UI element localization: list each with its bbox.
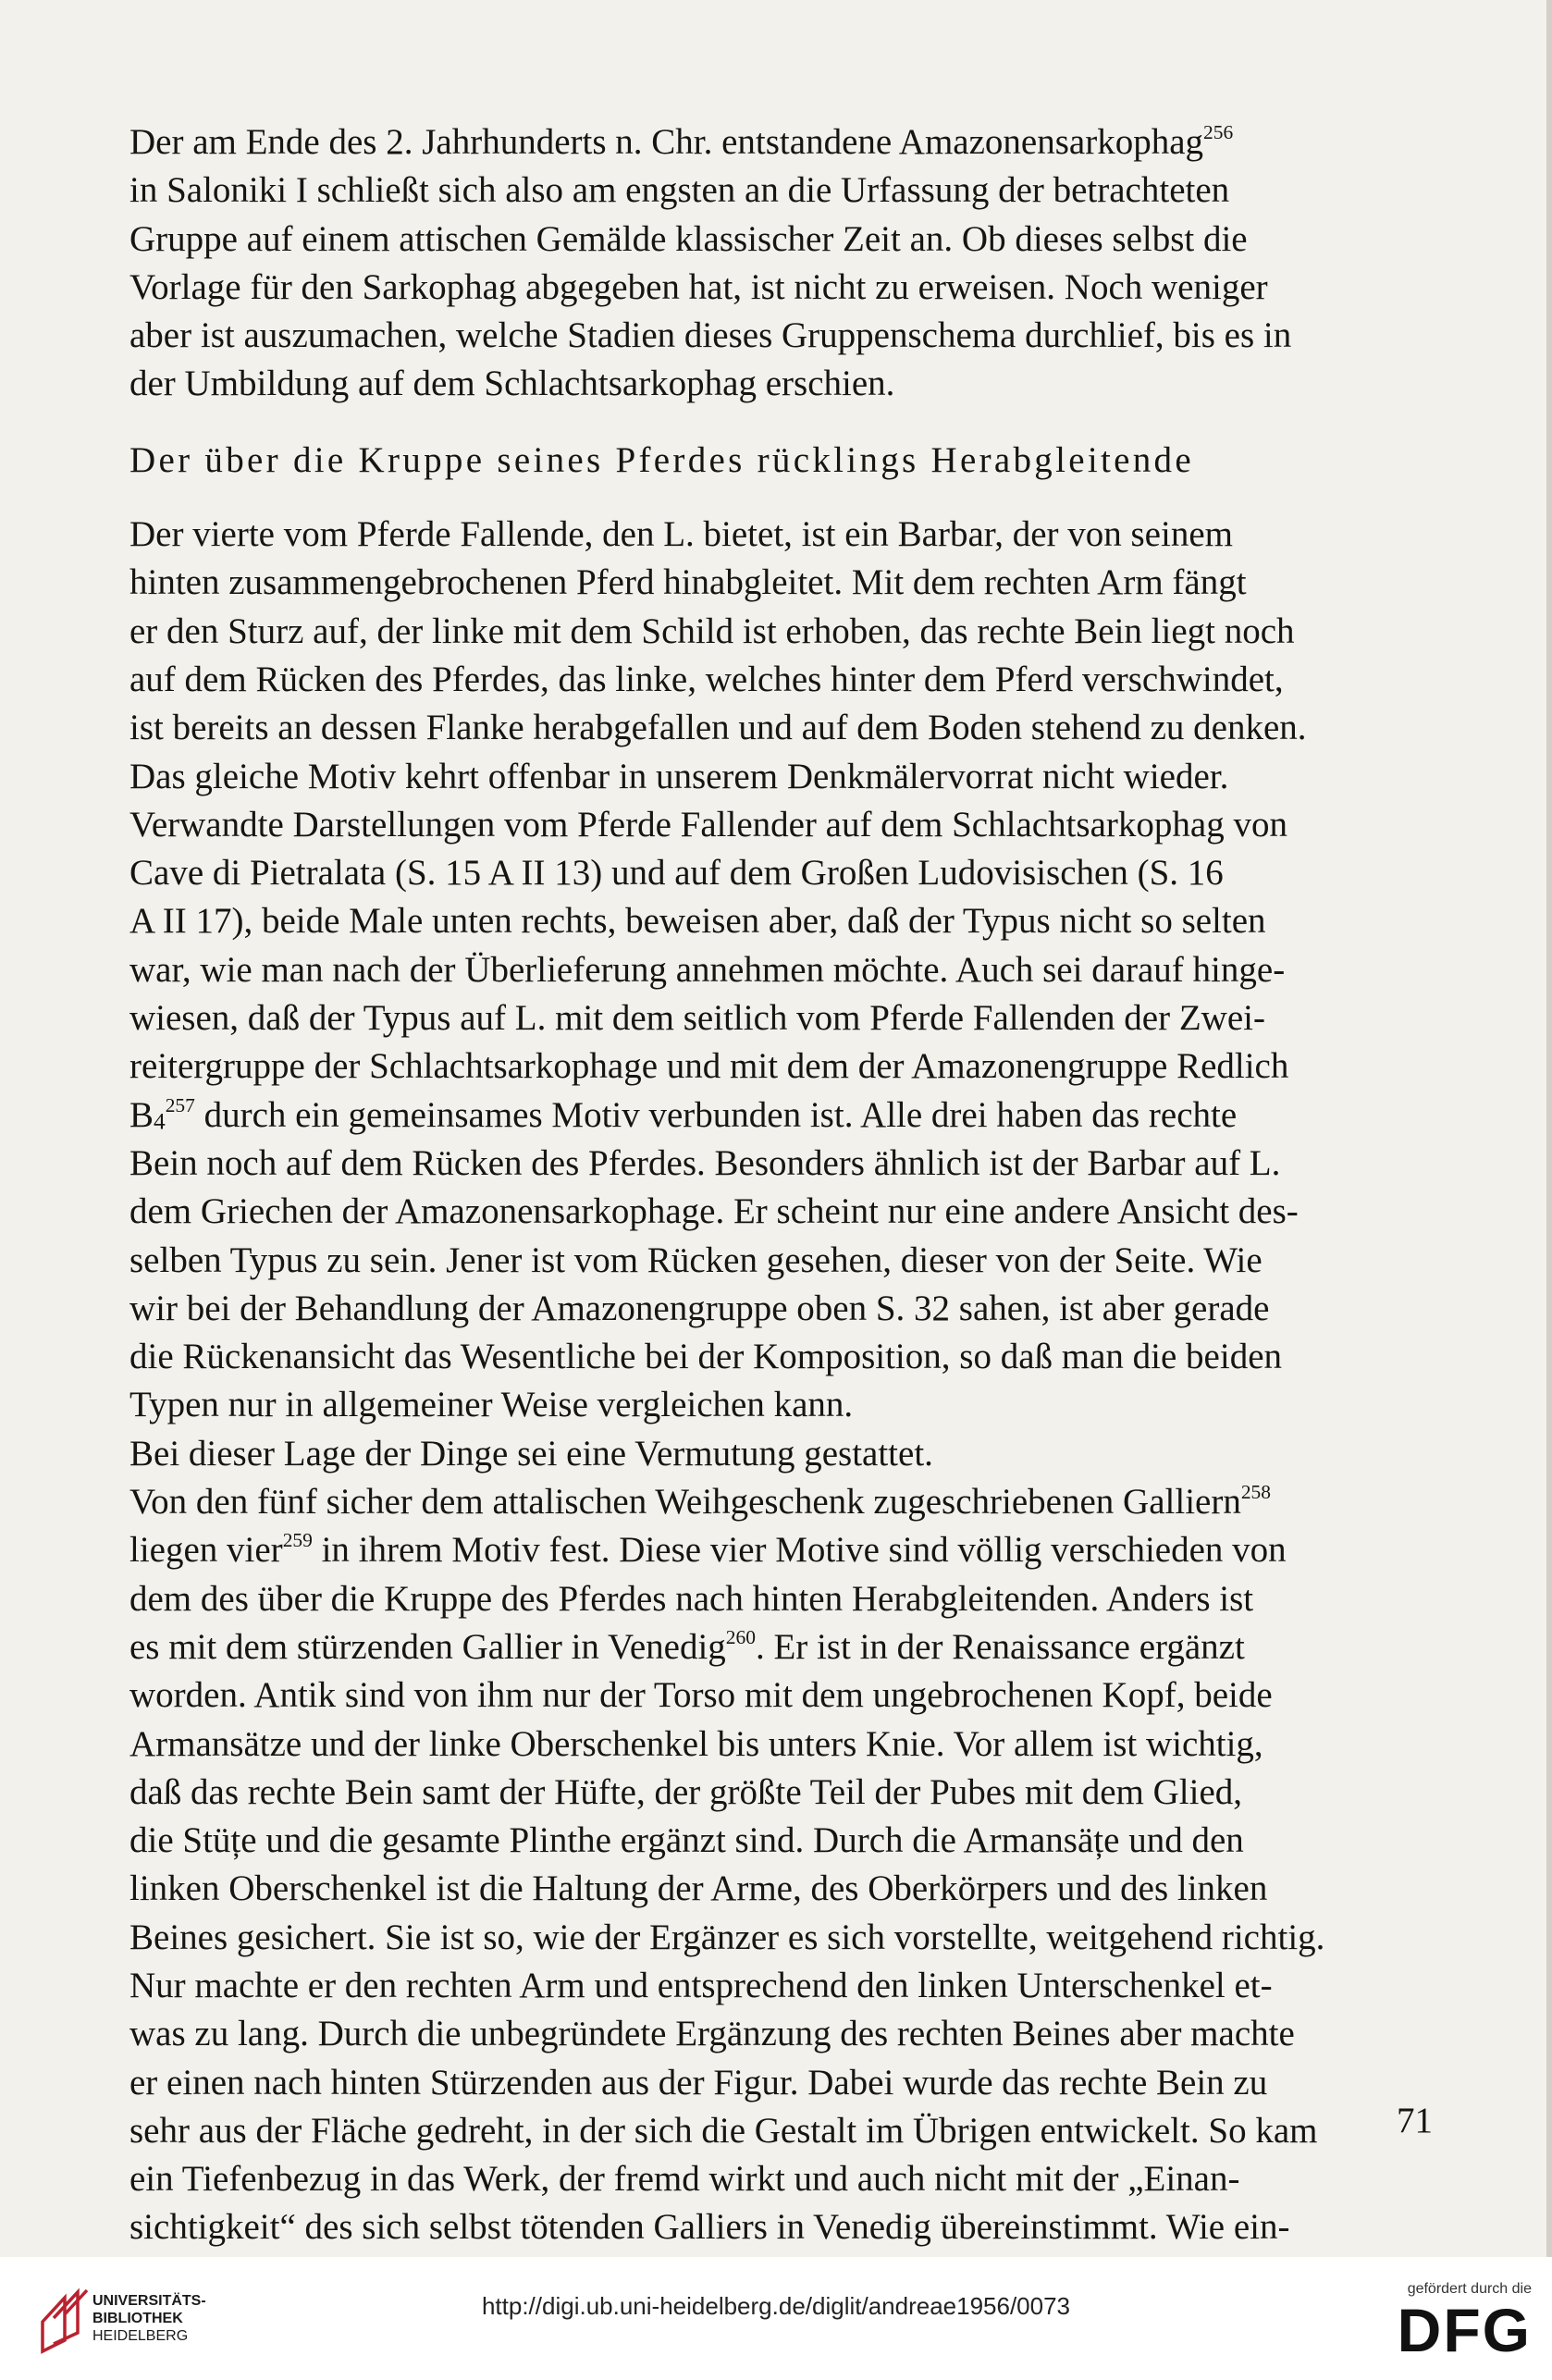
text-line: Typen nur in allgemeiner Weise vergleichen kann. [129,1385,854,1425]
text-fragment: durch ein gemeinsames Motiv verbunden ist. Alle drei haben das rechte [194,1094,1238,1135]
page-number: 71 [1397,2101,1433,2140]
text-line: Bei dieser Lage der Dinge sei eine Vermutung gestattet. [129,1433,933,1474]
paragraph [129,753,1445,1430]
text-line: Armansätze und der linke Oberschenkel bis unters Knie. Vor allem ist wichtig, [129,1723,1263,1764]
text-line: Der vierte vom Pferde Fallende, den L. bietet, ist ein Barbar, der von seinem [129,514,1233,555]
text-line: Bein noch auf dem Rücken des Pferdes. Besonders ähnlich ist der Barbar auf L. [129,1142,1281,1183]
text-line: wir bei der Behandlung der Amazonengruppe oben S. 32 sahen, ist aber gerade [129,1288,1270,1328]
text-line: Nur machte er den rechten Arm und entsprechend den linken Unterschenkel et- [129,1965,1273,2005]
text-line: die Rückenansicht das Wesentliche bei der Komposition, so daß man die beiden [129,1337,1283,1377]
text-line: selben Typus zu sein. Jener ist vom Rücken gesehen, dieser von der Seite. Wie [129,1239,1263,1280]
text-line: reitergruppe der Schlachtsarkophage und mit dem der Amazonengruppe Redlich [129,1046,1289,1087]
text-line: in Saloniki I schließt sich also am engsten an die Urfassung der betrachteten [129,170,1230,211]
text-line: wiesen, daß der Typus auf L. mit dem seitlich vom Pferde Fallenden der Zwei- [129,998,1265,1039]
text-line: hinten zusammengebrochenen Pferd hinabgleitet. Mit dem rechten Arm fängt [129,562,1247,603]
paragraph [129,1430,1445,1478]
text-line: sichtigkeit“ des sich selbst tötenden Galliers in Venedig übereinstimmt. Wie ein- [129,2207,1290,2248]
text-line: Verwandte Darstellungen vom Pferde Fallender auf dem Schlachtsarkophag von [129,804,1287,845]
text-line: die Stüțe und die gesamte Plinthe ergänzt sind. Durch die Armansäțe und den [129,1820,1244,1861]
text-line: dem Griechen der Amazonensarkophage. Er scheint nur eine andere Ansicht des- [129,1191,1299,1232]
text-line: sehr aus der Fläche gedreht, in der sich die Gestalt im Übrigen entwickelt. So kam [129,2110,1318,2151]
text-line: Beines gesichert. Sie ist so, wie der Ergänzer es sich vorstellte, weitgehend richtig. [129,1917,1325,1957]
text-line: Das gleiche Motiv kehrt offenbar in unserem Denkmälervorrat nicht wieder. [129,756,1229,796]
text-line: dem des über die Kruppe des Pferdes nach hinten Herabgleitenden. Anders ist [129,1578,1254,1619]
permalink-url[interactable]: http://digi.ub.uni-heidelberg.de/diglit/andreae1956/0073 [481,2292,1071,2320]
funding-caption: gefördert durch die [1407,2281,1532,2297]
body-text [129,118,1445,2300]
text-line: Gruppe auf einem attischen Gemälde klassischer Zeit an. Ob dieses selbst die [129,218,1248,259]
text-fragment: Von den fünf sicher dem attalischen Weihgeschenk zugeschriebenen Galliern [129,1482,1241,1523]
text-line: A II 17), beide Male unten rechts, beweisen aber, daß der Typus nicht so selten [129,901,1266,942]
text-fragment: liegen vier [129,1530,283,1571]
paragraph [129,1478,1445,2300]
text-line: er den Sturz auf, der linke mit dem Schild ist erhoben, das rechte Bein liegt noch [129,610,1295,651]
text-line: er einen nach hinten Stürzenden aus der Figur. Dabei wurde das rechte Bein zu [129,2062,1268,2103]
text-line: auf dem Rücken des Pferdes, das linke, welches hinter dem Pferd verschwindet, [129,659,1284,699]
section-heading: Der über die Kruppe seines Pferdes rücklings Herabgleitende [129,439,1194,480]
footnote-marker[interactable]: 258 [1240,1480,1271,1503]
text-line: worden. Antik sind von ihm nur der Torso mit dem ungebrochenen Kopf, beide [129,1675,1273,1716]
text-fragment: . Er ist in der Renaissance ergänzt [755,1626,1245,1667]
footnote-marker[interactable]: 256 [1203,120,1234,143]
text-line: ein Tiefenbezug in das Werk, der fremd wirkt und auch nicht mit der „Einan- [129,2159,1240,2200]
dfg-logo: DFG [1397,2296,1532,2364]
paragraph [129,118,1445,409]
text-line: der Umbildung auf dem Schlachtsarkophag erschien. [129,364,895,404]
text-fragment: in ihrem Motiv fest. Diese vier Motive sind völlig verschieden von [312,1530,1287,1571]
footnote-marker[interactable]: 257 [165,1093,195,1116]
text-line: aber ist auszumachen, welche Stadien dieses Gruppenschema durchlief, bis es in [129,315,1292,356]
text-fragment: B [129,1094,154,1135]
paragraph [129,511,1445,752]
text-line: linken Oberschenkel ist die Haltung der Arme, des Oberkörpers und des linken [129,1868,1268,1909]
text-line: Cave di Pietralata (S. 15 A II 13) und auf dem Großen Ludovisischen (S. 16 [129,853,1224,894]
text-line: was zu lang. Durch die unbegründete Ergänzung des rechten Beines aber machte [129,2014,1295,2054]
text-line: Der am Ende des 2. Jahrhunderts n. Chr. entstandene Amazonensarkophag [129,122,1204,162]
text-line: ist bereits an dessen Flanke herabgefallen und auf dem Boden stehend zu denken. [129,708,1307,748]
footnote-marker[interactable]: 259 [282,1529,313,1552]
subscript: 4 [154,1108,166,1135]
text-line: war, wie man nach der Überlieferung annehmen möchte. Auch sei darauf hinge- [129,949,1286,990]
footnote-marker[interactable]: 260 [725,1625,756,1648]
text-fragment: es mit dem stürzenden Gallier in Venedig [129,1626,726,1667]
text-line: Vorlage für den Sarkophag abgegeben hat, ist nicht zu erweisen. Noch weniger [129,266,1268,307]
library-name: UNIVERSITÄTS- BIBLIOTHEK HEIDELBERG [92,2293,206,2344]
text-line: daß das rechte Bein samt der Hüfte, der größte Teil der Pubes mit dem Glied, [129,1771,1243,1812]
